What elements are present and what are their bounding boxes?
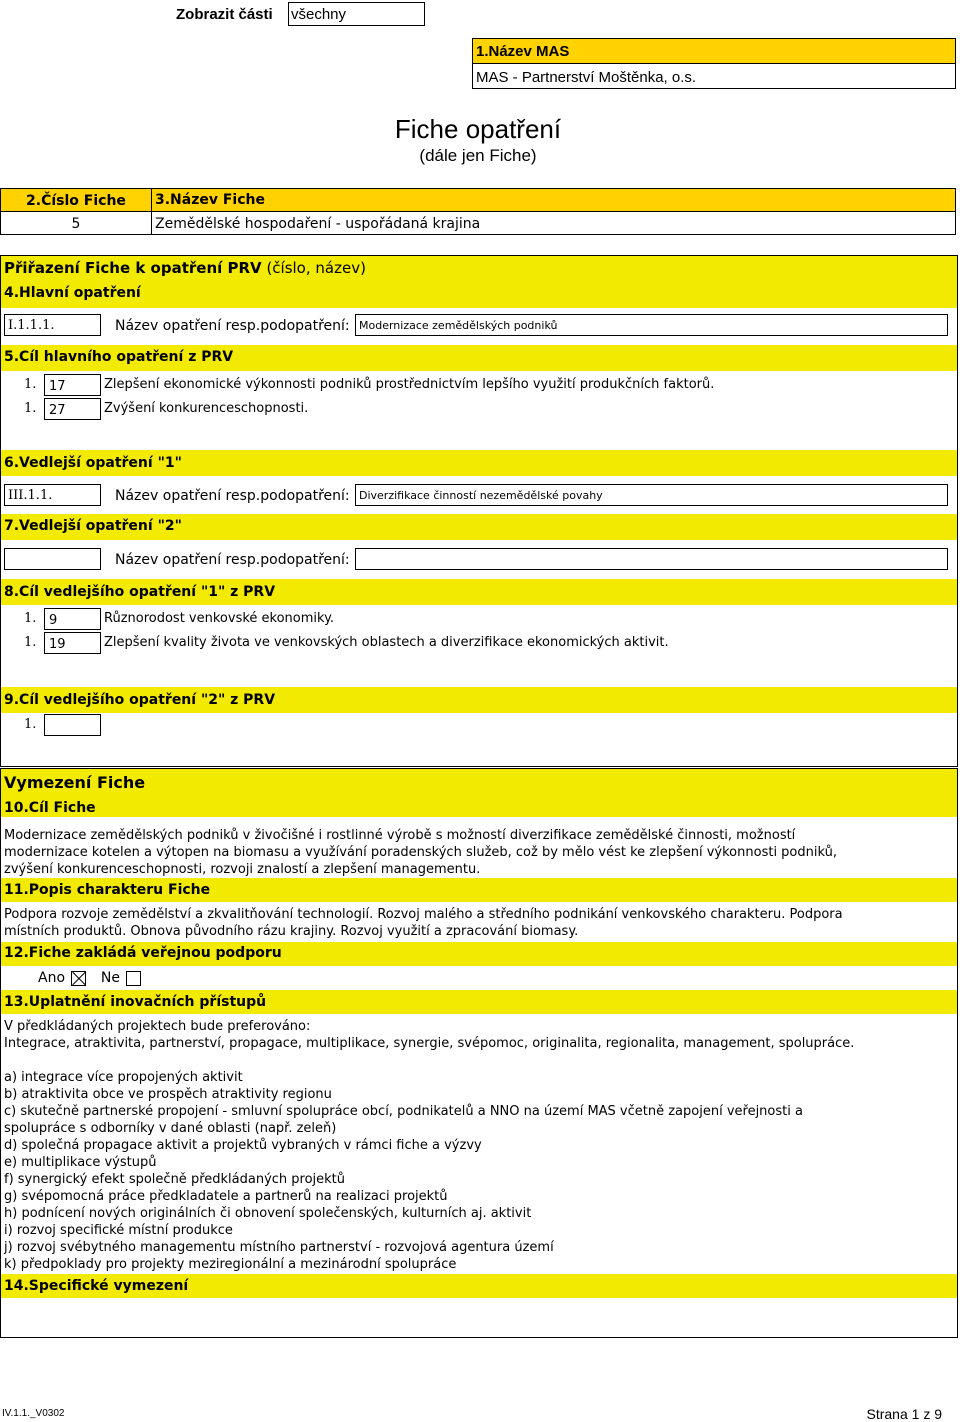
goal2-number: 1.: [24, 717, 37, 732]
assign-title: Přiřazení Fiche k opatření PRV (číslo, název): [4, 259, 366, 277]
goal-code-field[interactable]: 27: [44, 398, 101, 420]
side2-label: 7.Vedlejší opatření "2": [4, 518, 182, 534]
main-measure-name-label: Název opatření resp.podopatření:: [115, 318, 350, 334]
yes-checkbox[interactable]: [71, 971, 86, 986]
goal2-code[interactable]: [44, 714, 101, 736]
definition-title: Vymezení Fiche: [4, 773, 146, 792]
main-measure-code[interactable]: I.1.1.1.: [4, 314, 101, 336]
main-measure-name[interactable]: Modernizace zemědělských podniků: [355, 314, 948, 336]
fiche-goal-label: 10.Cíl Fiche: [4, 800, 96, 816]
list-item: f) synergický efekt společně předkládaných projektů: [4, 1172, 346, 1187]
fiche-goal-text: Modernizace zemědělských podniků v živočišné i rostlinné výrobě s možností diverzifikace zemědělské činnosti, možností modernizace kotelen a výtopen na biomasu a využívání poradenských služeb, což by mělo vést ke zlepšení výkonnosti podniků, zvýšení konkurenceschopnosti, rozvoji znalostí a zlepšení managementu.: [4, 828, 837, 877]
list-item: b) atraktivita obce ve prospěch atraktivity regionu: [4, 1087, 332, 1102]
fiche-num-box: [0, 211, 152, 235]
goal1-list: [4, 608, 954, 656]
goal2-label: 9.Cíl vedlejšího opatření "2" z PRV: [4, 692, 276, 708]
side1-code[interactable]: III.1.1.: [4, 484, 101, 506]
list-item: g) svépomocná práce předkladatele a partnerů na realizaci projektů: [4, 1189, 448, 1204]
fiche-name: Zemědělské hospodaření - uspořádaná krajina: [155, 216, 481, 232]
side1-name-label: Název opatření resp.podopatření:: [115, 488, 350, 504]
goal-text: Zvýšení konkurenceschopnosti.: [104, 401, 309, 416]
innov-intro: V předkládaných projektech bude preferováno: Integrace, atraktivita, partnerství, propagace, multiplikace, synergie, svépomoc, originalita, regionalita, management, spolupráce.: [4, 1019, 855, 1051]
no-checkbox[interactable]: [126, 971, 141, 986]
list-item: c) skutečně partnerské propojení - smluvní spolupráce obcí, podnikatelů a NNO na území MAS včetně zapojení veřejnosti a: [4, 1104, 803, 1119]
mas-value-box: [472, 63, 956, 89]
side2-code[interactable]: [4, 548, 101, 570]
fiche-name-header: 3.Název Fiche: [151, 188, 956, 212]
filter-label: Zobrazit části: [176, 6, 273, 23]
goal1-label: 8.Cíl vedlejšího opatření "1" z PRV: [4, 584, 276, 600]
main-measure-label: 4.Hlavní opatření: [4, 285, 141, 301]
goal-text: Různorodost venkovské ekonomiky.: [104, 611, 335, 626]
fiche-num-header: 2.Číslo Fiche: [0, 188, 152, 212]
list-item: a) integrace více propojených aktivit: [4, 1070, 243, 1085]
mas-header: [472, 38, 956, 64]
goal-row: 1. 27 Zvýšení konkurenceschopnosti.: [4, 398, 954, 422]
side2-name-label: Název opatření resp.podopatření:: [115, 552, 350, 568]
side2-name[interactable]: [355, 548, 948, 570]
no-label: Ne: [100, 970, 121, 986]
list-item: e) multiplikace výstupů: [4, 1155, 157, 1170]
innov-list: [4, 1069, 954, 1273]
list-item: i) rozvoj specifické místní produkce: [4, 1223, 233, 1238]
mas-name: MAS - Partnerství Moštěnka, o.s.: [476, 69, 697, 86]
support-options: [38, 970, 141, 986]
innov-label: 13.Uplatnění inovačních přístupů: [4, 994, 267, 1010]
list-item: d) společná propagace aktivit a projektů vybraných v rámci fiche a výzvy: [4, 1138, 482, 1153]
goal-text: Zlepšení ekonomické výkonnosti podniků prostřednictvím lepšího využití produkčních faktorů.: [104, 377, 715, 392]
char-text: Podpora rozvoje zemědělství a zkvalitňování technologií. Rozvoj malého a středního podnikání venkovského charakteru. Podpora místních produktů. Obnova původního rázu krajiny. Rozvoj využití a zpracování biomasy.: [4, 907, 843, 939]
fiche-number: 5: [71, 216, 81, 232]
mas-label: 1.Název MAS: [476, 43, 570, 60]
goal-list: [4, 374, 954, 422]
goal-row: 1. 9 Různorodost venkovské ekonomiky.: [4, 608, 954, 632]
side1-name[interactable]: Diverzifikace činností nezemědělské povahy: [355, 484, 948, 506]
list-item: k) předpoklady pro projekty meziregionální a mezinárodní spolupráce: [4, 1257, 457, 1272]
char-label: 11.Popis charakteru Fiche: [4, 882, 211, 898]
footer-code: IV.1.1._V0302: [2, 1408, 65, 1419]
yes-label: Ano: [38, 970, 66, 986]
page-subtitle: (dále jen Fiche): [419, 146, 537, 165]
goal-text: Zlepšení kvality života ve venkovských oblastech a diverzifikace ekonomických aktivit.: [104, 635, 669, 650]
goal-label: 5.Cíl hlavního opatření z PRV: [4, 349, 234, 365]
list-item: h) podnícení nových originálních či obnovení společenských, kulturních aj. aktivit: [4, 1206, 532, 1221]
goal-row: 1. 19 Zlepšení kvality života ve venkovských oblastech a diverzifikace ekonomických aktivit.: [4, 632, 954, 656]
spec-label: 14.Specifické vymezení: [4, 1278, 189, 1294]
page-number: Strana 1 z 9: [866, 1406, 942, 1422]
page-title: Fiche opatření: [394, 114, 562, 144]
support-label: 12.Fiche zakládá veřejnou podporu: [4, 945, 282, 961]
goal-row: 1. 17 Zlepšení ekonomické výkonnosti podniků prostřednictvím lepšího využití produkčních faktorů.: [4, 374, 954, 398]
goal-code-field[interactable]: 19: [44, 632, 101, 654]
fiche-name-box: [151, 211, 956, 235]
list-item: j) rozvoj svébytného managementu místního partnerství - rozvojová agentura území: [4, 1240, 554, 1255]
goal-code-field[interactable]: 9: [44, 608, 101, 630]
goal-code-field[interactable]: 17: [44, 374, 101, 396]
filter-select[interactable]: všechny: [288, 2, 425, 26]
side1-label: 6.Vedlejší opatření "1": [4, 455, 182, 471]
list-item: spolupráce s odborníky v dané oblasti (např. zeleň): [4, 1121, 337, 1136]
